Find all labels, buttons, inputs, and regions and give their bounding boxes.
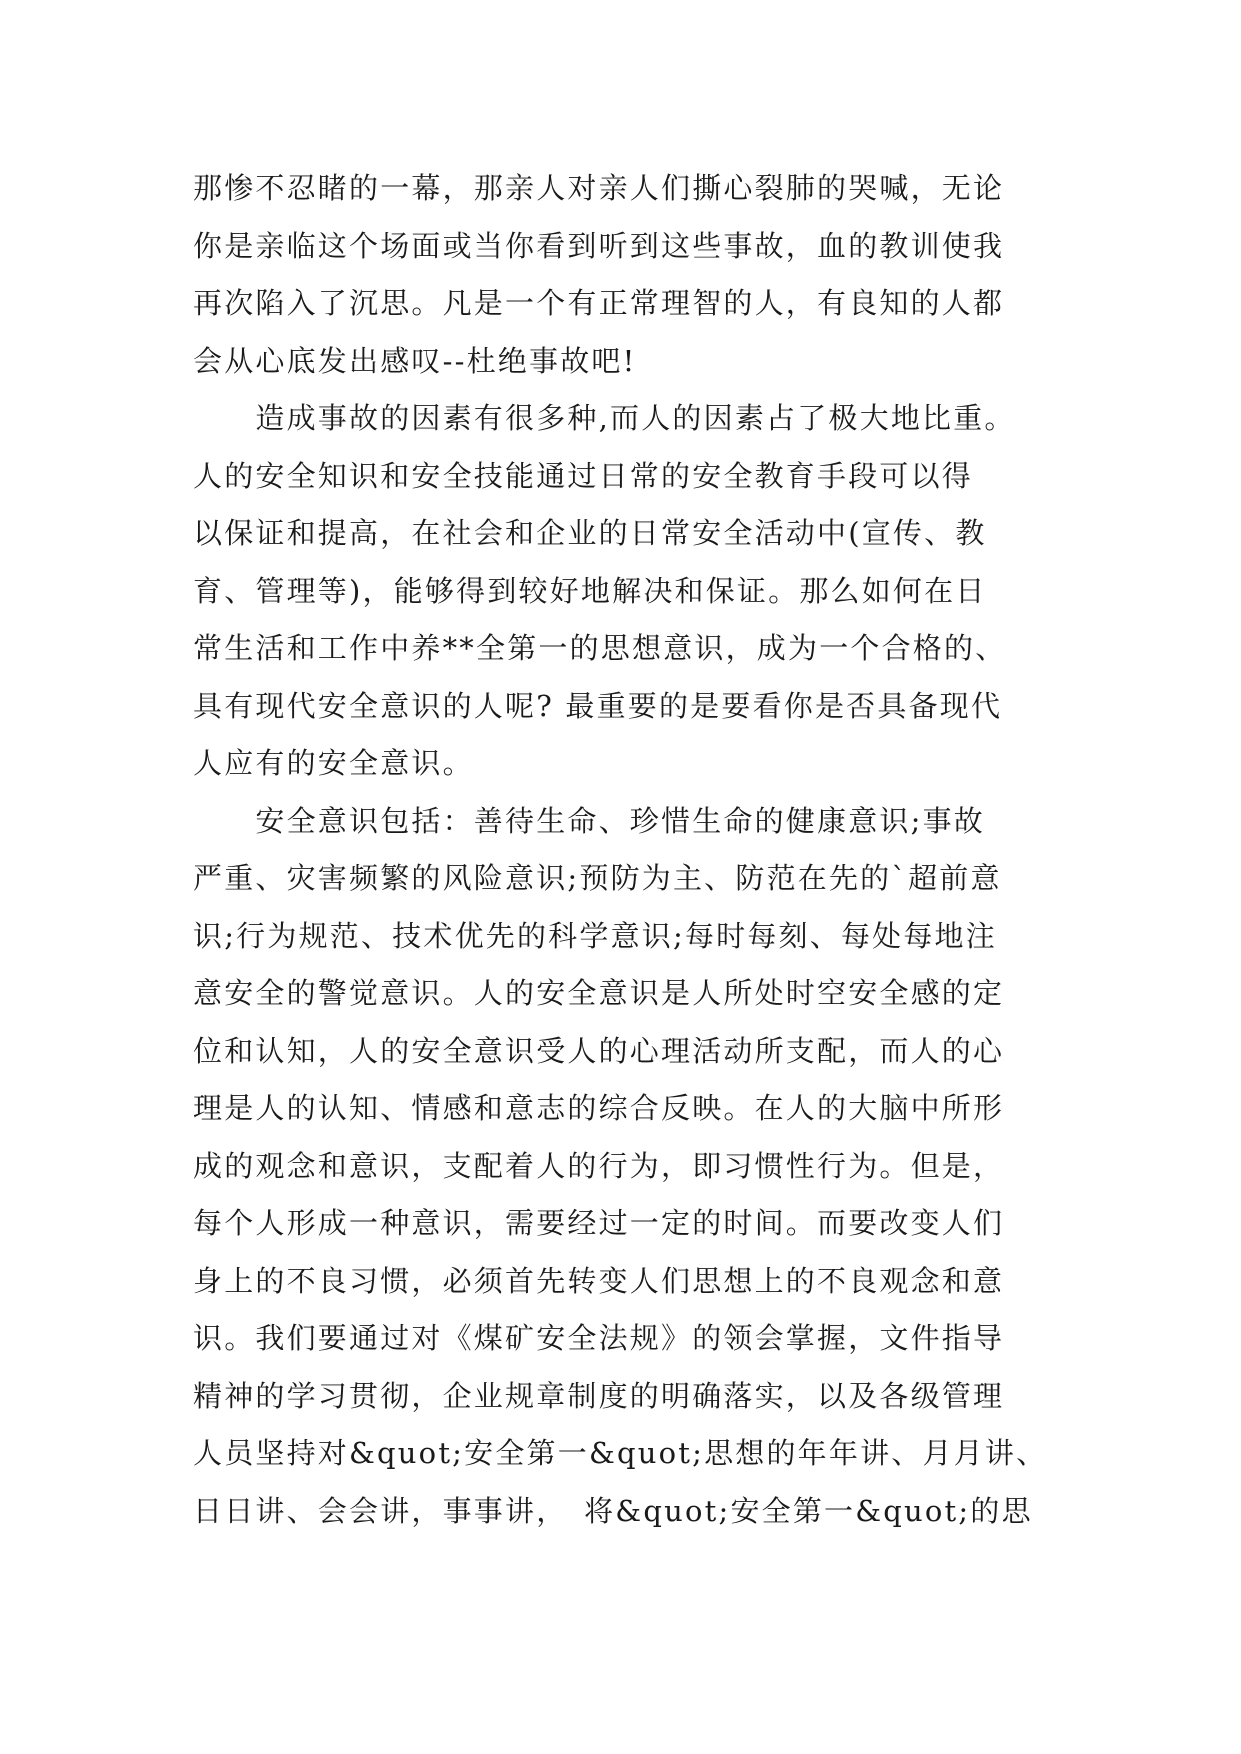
text-line: 理是人的认知、情感和意志的综合反映。在人的大脑中所形 <box>193 1091 1005 1125</box>
text-line: 具有现代安全意识的人呢? 最重要的是要看你是否具备现代 <box>193 688 1003 723</box>
text-line: 精神的学习贯彻，企业规章制度的明确落实，以及各级管理 <box>193 1378 1005 1413</box>
text-line: 再次陷入了沉思。凡是一个有正常理智的人，有良知的人都 <box>193 286 1005 320</box>
paragraph-start-line: 安全意识包括：善待生命、珍惜生命的健康意识;事故 <box>193 803 985 838</box>
text-line: 常生活和工作中养**全第一的思想意识，成为一个合格的、 <box>193 631 1007 665</box>
text-line: 每个人形成一种意识，需要经过一定的时间。而要改变人们 <box>193 1206 1005 1240</box>
text-line: 你是亲临这个场面或当你看到听到这些事故，血的教训使我 <box>193 228 1005 263</box>
text-line: 人应有的安全意识。 <box>193 746 474 780</box>
text-line: 成的观念和意识，支配着人的行为，即习惯性行为。但是， <box>193 1148 1005 1183</box>
text-line: 位和认知，人的安全意识受人的心理活动所支配，而人的心 <box>193 1033 1005 1068</box>
text-line: 日日讲、会会讲，事事讲， 将&quot;安全第一&quot;的思 <box>193 1493 1033 1528</box>
text-line: 会从心底发出感叹--杜绝事故吧! <box>193 343 637 378</box>
text-line: 识。我们要通过对《煤矿安全法规》的领会掌握，文件指导 <box>193 1321 1005 1355</box>
text-line: 人员坚持对&quot;安全第一&quot;思想的年年讲、月月讲、 <box>193 1436 1048 1470</box>
text-line: 那惨不忍睹的一幕，那亲人对亲人们撕心裂肺的哭喊，无论 <box>193 171 1005 205</box>
text-line: 意安全的警觉意识。人的安全意识是人所处时空安全感的定 <box>193 976 1005 1010</box>
text-line: 人的安全知识和安全技能通过日常的安全教育手段可以得 <box>193 458 974 493</box>
text-line: 严重、灾害频繁的风险意识;预防为主、防范在先的`超前意 <box>193 861 1002 895</box>
text-line: 识;行为规范、技术优先的科学意识;每时每刻、每处每地注 <box>193 918 997 953</box>
text-line: 育、管理等)，能够得到较好地解决和保证。那么如何在日 <box>193 573 987 608</box>
text-line: 身上的不良习惯，必须首先转变人们思想上的不良观念和意 <box>193 1263 1005 1298</box>
text-line: 以保证和提高，在社会和企业的日常安全活动中(宣传、教 <box>193 516 987 550</box>
paragraph-start-line: 造成事故的因素有很多种,而人的因素占了极大地比重。 <box>193 401 1016 435</box>
body-text <box>193 160 1073 1540</box>
